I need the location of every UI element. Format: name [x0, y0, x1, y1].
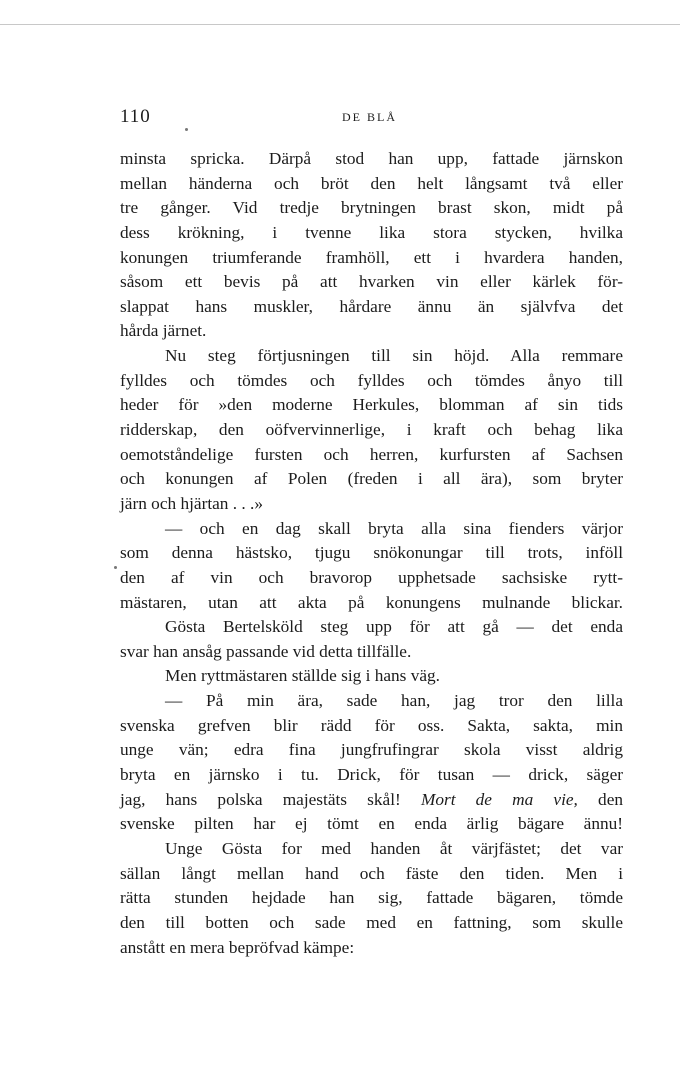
text-line: rätta stunden hejdade han sig, fattade bägaren, tömde: [120, 888, 623, 908]
text-line: ridderskap, den oöfvervinnerlige, i kraft och behag lika: [120, 420, 623, 440]
text-line: hårda järnet.: [120, 321, 207, 341]
text-segment: jag, hans polska majestäts skål!: [120, 789, 401, 809]
text-line: Gösta Bertelsköld steg upp för att gå — det enda: [165, 617, 623, 637]
text-line: Men ryttmästaren ställde sig i hans väg.: [165, 666, 440, 686]
text-line: — och en dag skall bryta alla sina fienders värjor: [165, 518, 623, 538]
text-line: Nu steg förtjusningen till sin höjd. Alla remmare: [165, 346, 623, 366]
text-line: svenske pilten har ej tömt en enda ärlig bägare ännu!: [120, 814, 623, 834]
text-line: oemotståndelige fursten och herren, kurfursten af Sachsen: [120, 444, 623, 464]
text-line: unge vän; edra fina jungfrufingrar skola visst aldrig: [120, 740, 623, 760]
text-line: den af vin och bravorop upphetsade sachsiske rytt-: [120, 567, 623, 587]
text-line: bryta en järnsko i tu. Drick, för tusan — drick, säger: [120, 765, 623, 785]
text-line: fylldes och tömdes och fylldes och tömdes ånyo till: [120, 370, 623, 390]
italic-phrase: Mort de ma vie,: [420, 789, 578, 809]
text-line: som denna hästsko, tjugu snökonungar till trots, inföll: [120, 543, 623, 563]
text-line: dess krökning, i tvenne lika stora stycken, hvilka: [120, 222, 623, 242]
text-line: slappat hans muskler, hårdare ännu än självfva det: [120, 296, 623, 316]
body-text: [120, 147, 623, 960]
text-line: den till botten och sade med en fattning, som skulle: [120, 912, 623, 932]
page-number: 110: [120, 106, 151, 127]
text-line: svar han ansåg passande vid detta tillfälle.: [120, 641, 412, 661]
text-line: svenska grefven blir rädd för oss. Sakta, sakta, min: [120, 715, 623, 735]
text-line: [120, 788, 623, 813]
text-segment: den: [598, 789, 623, 809]
running-head: DE BLÅ: [342, 110, 397, 124]
top-edge-rule: [0, 24, 680, 25]
text-line: mästaren, utan att akta på konungens mulnande blickar.: [120, 592, 623, 612]
text-line: konungen triumferande framhöll, ett i hvardera handen,: [120, 247, 623, 267]
text-line: minsta spricka. Därpå stod han upp, fattade järnskon: [120, 149, 623, 168]
text-line: tre gånger. Vid tredje brytningen brast skon, midt på: [120, 198, 623, 218]
text-line: heder för »den moderne Herkules, blomman af sin tids: [120, 395, 623, 415]
text-line: och konungen af Polen (freden i all ära), som bryter: [120, 469, 623, 489]
text-line: mellan händerna och bröt den helt långsamt två eller: [120, 173, 623, 193]
text-line: Unge Gösta for med handen åt värjfästet; det var: [165, 838, 623, 858]
text-line: sällan långt mellan hand och fäste den tiden. Men i: [120, 863, 623, 883]
text-line: — På min ära, sade han, jag tror den lilla: [165, 691, 623, 711]
page-header: [120, 106, 623, 132]
print-speck: [114, 566, 117, 569]
text-line: anstått en mera bepröfvad kämpe:: [120, 937, 355, 957]
text-line: järn och hjärtan . . .»: [120, 493, 264, 513]
text-line: såsom ett bevis på att hvarken vin eller kärlek för-: [120, 272, 623, 292]
